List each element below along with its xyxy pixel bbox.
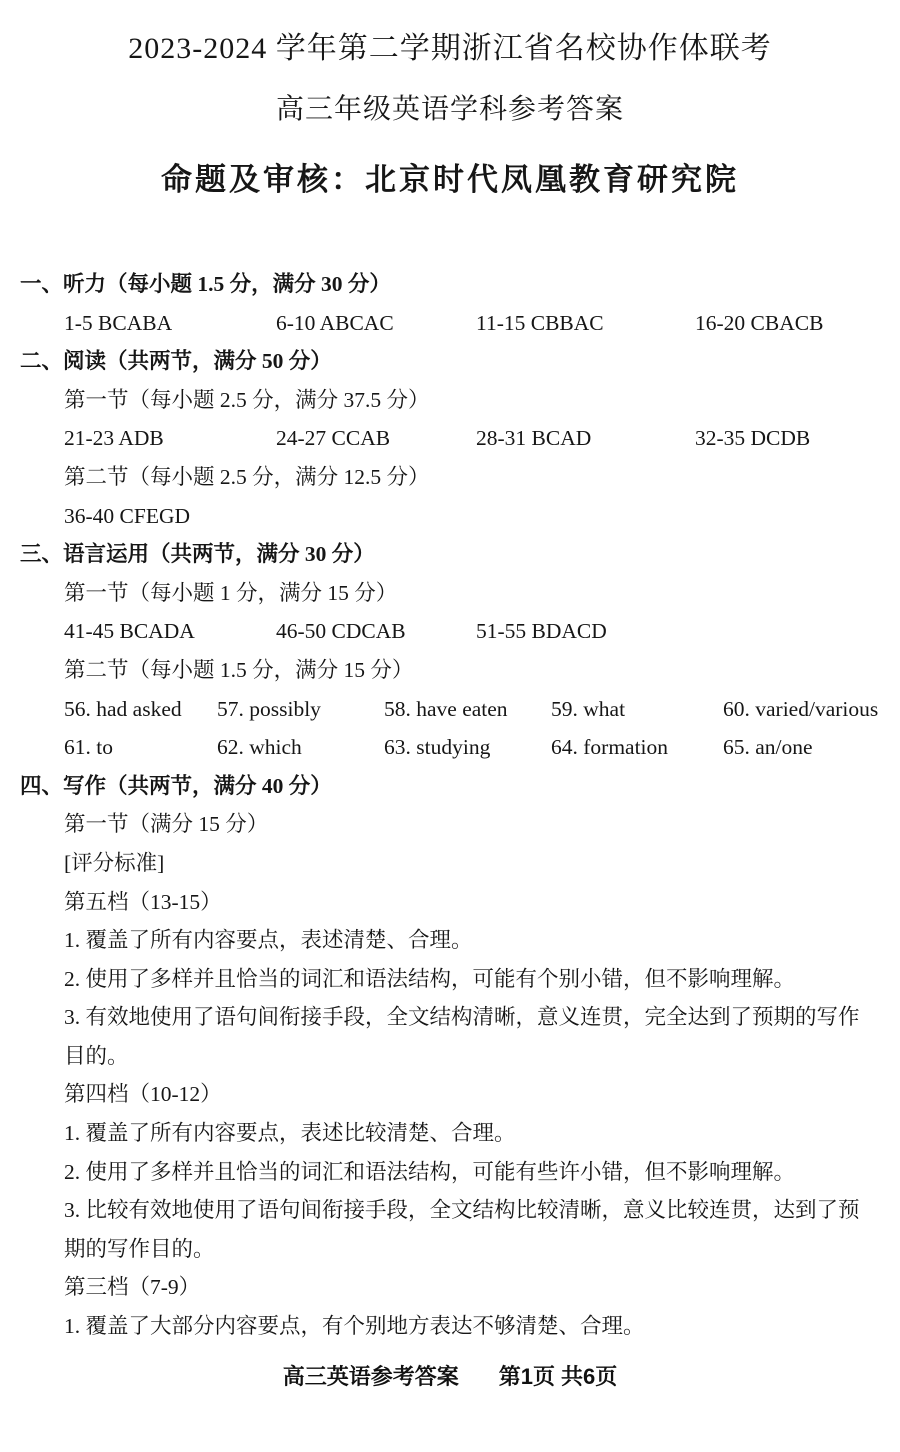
answer-cell: 51-55 BDACD <box>476 619 607 644</box>
document-header <box>0 32 900 198</box>
reading-part2-answer-row: 36-40 CFEGD <box>64 503 191 528</box>
section-writing-heading: 四、写作（共两节，满分 40 分） <box>20 773 332 798</box>
band3-criterion-1: 1. 覆盖了大部分内容要点，有个别地方表达不够清楚、合理。 <box>64 1314 645 1339</box>
answer-cell: 28-31 BCAD <box>476 426 592 451</box>
reading-part1-answer-row <box>0 419 900 458</box>
band4-criterion-3-continued: 期的写作目的。 <box>64 1236 215 1261</box>
answer-cell: 11-15 CBBAC <box>476 310 604 335</box>
language-part1-answer-row <box>0 612 900 651</box>
band5-criterion-3: 3. 有效地使用了语句间衔接手段，全文结构清晰，意义连贯，完全达到了预期的写作 <box>64 1005 860 1030</box>
listening-answer-row <box>0 304 900 343</box>
language-part2-answer-row-1 <box>0 690 900 729</box>
band5-criterion-2: 2. 使用了多样并且恰当的词汇和语法结构，可能有个别小错，但不影响理解。 <box>64 966 796 991</box>
answer-cell: 61. to <box>64 735 113 760</box>
band5-criterion-3-continued: 目的。 <box>64 1043 129 1068</box>
section-reading-heading: 二、阅读（共两节，满分 50 分） <box>20 349 332 374</box>
answer-cell: 24-27 CCAB <box>276 426 391 451</box>
answer-cell: 1-5 BCABA <box>64 310 173 335</box>
band5-criterion-1: 1. 覆盖了所有内容要点，表述清楚、合理。 <box>64 928 473 953</box>
band4-criterion-2: 2. 使用了多样并且恰当的词汇和语法结构，可能有些许小错，但不影响理解。 <box>64 1159 796 1184</box>
answer-cell: 60. varied/various <box>723 696 879 721</box>
answer-cell: 63. studying <box>384 735 491 760</box>
language-part1-heading: 第一节（每小题 1 分，满分 15 分） <box>64 580 398 605</box>
grading-criteria-label: [评分标准] <box>64 850 165 875</box>
answer-cell: 65. an/one <box>723 735 813 760</box>
answer-cell: 21-23 ADB <box>64 426 164 451</box>
page-footer <box>0 1362 900 1392</box>
answer-cell: 59. what <box>551 696 626 721</box>
answer-content <box>0 265 900 1346</box>
footer-doc-label: 高三英语参考答案 <box>282 1364 459 1389</box>
doc-title-line1: 2023-2024 学年第二学期浙江省名校协作体联考 <box>128 32 772 65</box>
answer-cell: 64. formation <box>551 735 669 760</box>
answer-cell: 32-35 DCDB <box>695 426 811 451</box>
committee-line: 命题及审核：北京时代凤凰教育研究院 <box>161 162 739 197</box>
band3-heading: 第三档（7-9） <box>64 1275 201 1300</box>
reading-part1-heading: 第一节（每小题 2.5 分，满分 37.5 分） <box>64 387 430 412</box>
answer-cell: 16-20 CBACB <box>695 310 824 335</box>
answer-cell: 57. possibly <box>217 696 321 721</box>
band4-heading: 第四档（10-12） <box>64 1082 222 1107</box>
language-part2-heading: 第二节（每小题 1.5 分，满分 15 分） <box>64 657 414 682</box>
band4-criterion-1: 1. 覆盖了所有内容要点，表述比较清楚、合理。 <box>64 1121 516 1146</box>
doc-title-line2: 高三年级英语学科参考答案 <box>275 94 624 125</box>
exam-answer-key-page <box>0 32 900 1452</box>
reading-part2-heading: 第二节（每小题 2.5 分，满分 12.5 分） <box>64 464 430 489</box>
band4-criterion-3: 3. 比较有效地使用了语句间衔接手段，全文结构比较清晰，意义比较连贯，达到了预 <box>64 1198 860 1223</box>
answer-cell: 58. have eaten <box>384 696 508 721</box>
band5-heading: 第五档（13-15） <box>64 889 222 914</box>
answer-cell: 41-45 BCADA <box>64 619 195 644</box>
answer-cell: 46-50 CDCAB <box>276 619 406 644</box>
answer-cell: 6-10 ABCAC <box>276 310 394 335</box>
footer-page-info: 第1页 共6页 <box>498 1364 618 1389</box>
section-listening-heading: 一、听力（每小题 1.5 分，满分 30 分） <box>20 272 391 296</box>
answer-cell: 62. which <box>217 735 302 760</box>
language-part2-answer-row-2 <box>0 728 900 767</box>
writing-part1-heading: 第一节（满分 15 分） <box>64 812 269 837</box>
section-language-heading: 三、语言运用（共两节，满分 30 分） <box>20 542 375 567</box>
answer-cell: 56. had asked <box>64 696 182 721</box>
